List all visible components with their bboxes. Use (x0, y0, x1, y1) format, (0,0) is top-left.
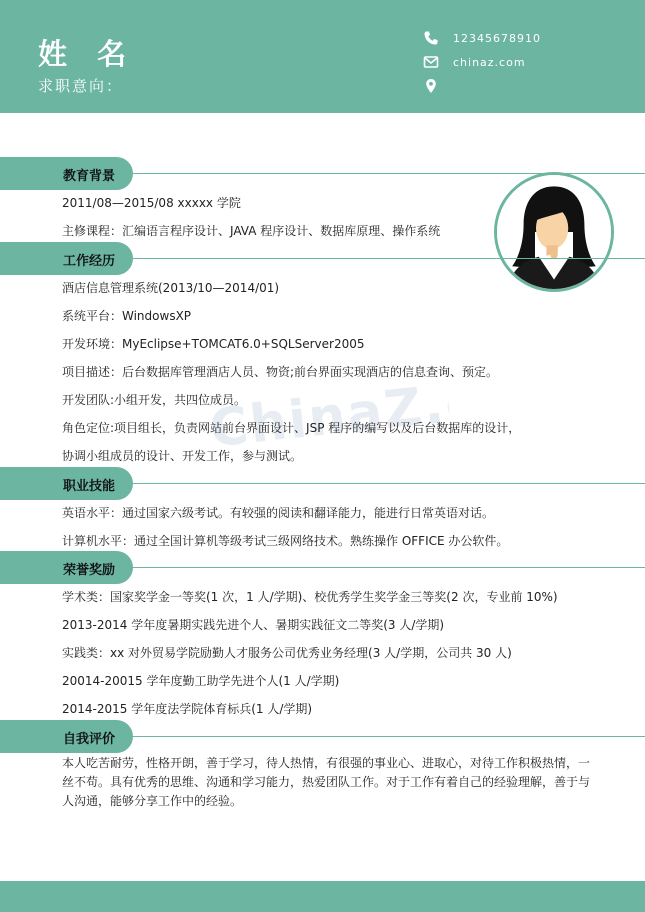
work-line: 开发环境：MyEclipse+TOMCAT6.0+SQLServer2005 (62, 337, 365, 351)
work-line: 协调小组成员的设计、开发工作，参与测试。 (62, 449, 303, 463)
work-line: 角色定位:项目组长，负责网站前台界面设计、JSP 程序的编写以及后台数据库的设计， (62, 421, 521, 435)
section-header-education (0, 157, 133, 190)
skills-line: 计算机水平：通过全国计算机等级考试三级网络技术。熟练操作 OFFICE 办公软件。 (62, 534, 509, 548)
email-text: chinaz.com (453, 55, 526, 69)
section-title: 工作经历 (63, 254, 116, 269)
skills-line: 英语水平：通过国家六级考试。有较强的阅读和翻译能力，能进行日常英语对话。 (62, 506, 495, 520)
phone-icon (423, 30, 439, 46)
self-evaluation-text: 本人吃苦耐劳，性格开朗，善于学习，待人热情，有很强的事业心、进取心，对待工作积极热情，一丝不苟。具有优秀的思维、沟通和学习能力，热爱团队工作。对于工作有着自己的经验理解，善于与人沟通，能够分享工作中的经验。 (62, 756, 591, 808)
phone-number: 12345678910 (453, 31, 541, 45)
section-header-self (0, 720, 133, 753)
mail-icon (423, 54, 439, 70)
work-line: 酒店信息管理系统(2013/10—2014/01) (62, 281, 280, 295)
svg-text:ChinaZ.com: ChinaZ.com (206, 369, 453, 460)
contact-phone (423, 30, 541, 46)
section-header-skills (0, 467, 133, 500)
honors-line: 学术类：国家奖学金一等奖(1 次，1 人/学期)、校优秀学生奖学金三等奖(2 次，专业前 10%) (62, 590, 558, 604)
section-header-work (0, 242, 133, 275)
section-title: 教育背景 (63, 169, 116, 184)
honors-line: 实践类：xx 对外贸易学院励勤人才服务公司优秀业务经理(3 人/学期，公司共 30 人) (62, 646, 512, 660)
avatar-icon (497, 175, 611, 289)
candidate-name: 姓 名 (38, 37, 137, 71)
section-title: 荣誉奖励 (63, 563, 116, 578)
work-line: 开发团队:小组开发，共四位成员。 (62, 393, 247, 407)
work-line: 系统平台：WindowsXP (62, 309, 192, 323)
section-title: 职业技能 (63, 479, 116, 494)
section-header-honors (0, 551, 133, 584)
honors-line: 20014-20015 学年度勤工助学先进个人(1 人/学期) (62, 674, 340, 688)
education-line: 2011/08—2015/08 xxxxx 学院 (62, 196, 241, 210)
section-title: 自我评价 (63, 732, 116, 747)
header-banner (0, 0, 645, 113)
contact-email (423, 54, 526, 70)
education-line: 主修课程：汇编语言程序设计、JAVA 程序设计、数据库原理、操作系统 (62, 224, 441, 238)
location-icon (423, 78, 439, 94)
footer-bar (0, 881, 645, 912)
job-intent-label: 求职意向： (38, 77, 124, 95)
honors-line: 2014-2015 学年度法学院体育标兵(1 人/学期) (62, 702, 313, 716)
work-line: 项目描述：后台数据库管理酒店人员、物资;前台界面实现酒店的信息查询、预定。 (62, 365, 499, 379)
avatar (494, 172, 614, 292)
honors-line: 2013-2014 学年度暑期实践先进个人、暑期实践征文二等奖(3 人/学期) (62, 618, 445, 632)
contact-location (423, 78, 453, 94)
